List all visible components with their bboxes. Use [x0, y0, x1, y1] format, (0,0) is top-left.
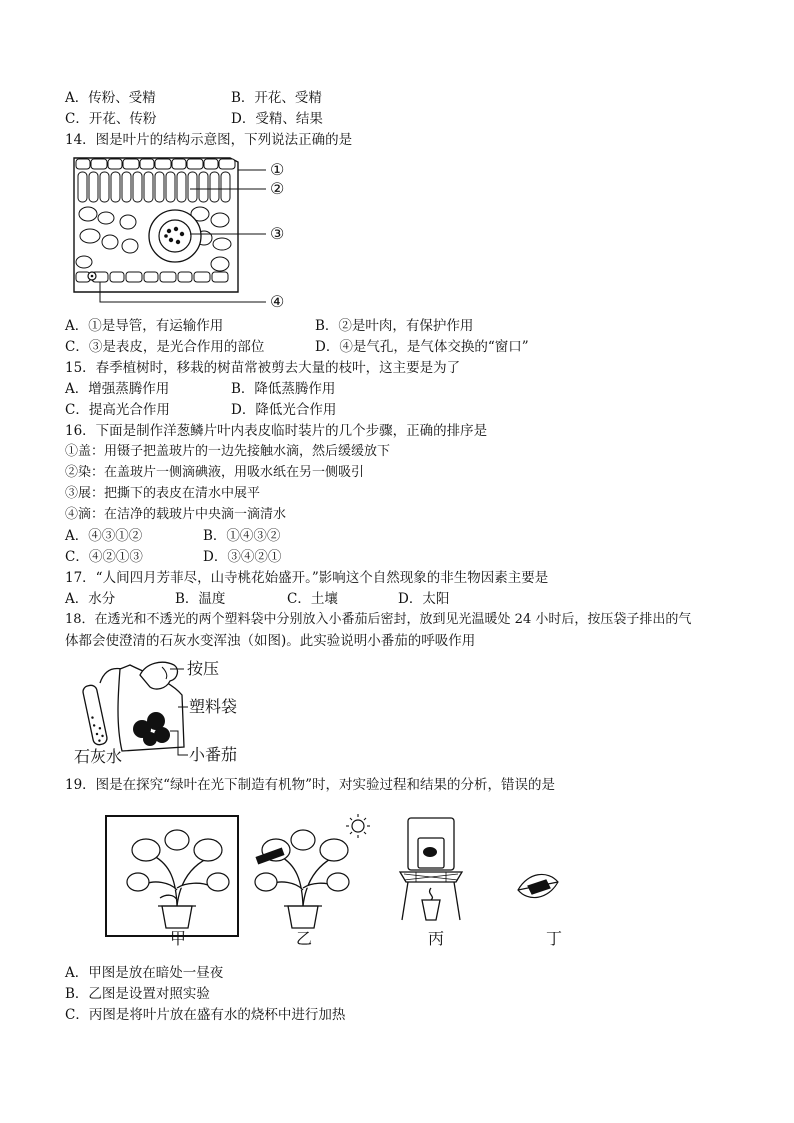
- q17-option-b: B．温度: [175, 591, 226, 607]
- label-limewater: 石灰水: [74, 747, 123, 766]
- q14-option-a: A．①是导管，有运输作用: [65, 318, 224, 334]
- q15-option-b: B．降低蒸腾作用: [231, 381, 336, 397]
- label-tomato: 小番茄: [189, 745, 238, 764]
- q14-stem: 14．图是叶片的结构示意图，下列说法正确的是: [65, 132, 353, 148]
- q16-option-d: D．③④②①: [203, 549, 282, 565]
- leaf-label-1: ①: [270, 160, 285, 179]
- figure-label-ding: 丁: [546, 929, 563, 948]
- q13-option-d: D．受精、结果: [231, 111, 323, 127]
- q17-option-d: D．太阳: [398, 591, 450, 607]
- q14-option-d: D．④是气孔，是气体交换的“窗口”: [315, 339, 529, 355]
- q18-stem-line2: 体都会使澄清的石灰水变浑浊（如图)。此实验说明小番茄的呼吸作用: [65, 633, 476, 649]
- figure-label-bing: 丙: [428, 929, 445, 948]
- q19-stem: 19．图是在探究“绿叶在光下制造有机物”时，对实验过程和结果的分析，错误的是: [65, 777, 555, 793]
- q17-stem: 17．“人间四月芳菲尽，山寺桃花始盛开。”影响这个自然现象的非生物因素主要是: [65, 570, 549, 586]
- q19-option-b: B．乙图是设置对照实验: [65, 986, 210, 1002]
- q19-option-c: C．丙图是将叶片放在盛有水的烧杯中进行加热: [65, 1007, 346, 1023]
- q16-step-2: ②染：在盖玻片一侧滴碘液，用吸水纸在另一侧吸引: [65, 465, 365, 480]
- q16-stem: 16．下面是制作洋葱鳞片叶内表皮临时装片的几个步骤，正确的排序是: [65, 423, 488, 439]
- leaf-structure-figure: [70, 152, 300, 312]
- q17-option-a: A．水分: [65, 591, 116, 607]
- figure-label-yi: 乙: [296, 929, 313, 948]
- label-plastic-bag: 塑料袋: [189, 697, 238, 716]
- q16-step-1: ①盖：用镊子把盖玻片的一边先接触水滴，然后缓缓放下: [65, 444, 391, 459]
- q18-stem-line1: 18．在透光和不透光的两个塑料袋中分别放入小番茄后密封，放到见光温暖处 24 小时后，按压袋子排出的气: [65, 612, 692, 627]
- q13-option-c: C．开花、传粉: [65, 111, 157, 127]
- q16-option-a: A．④③①②: [65, 528, 143, 544]
- q13-option-a: A．传粉、受精: [65, 90, 156, 106]
- leaf-label-4: ④: [270, 292, 285, 311]
- q16-option-c: C．④②①③: [65, 549, 143, 565]
- label-press: 按压: [187, 659, 220, 678]
- q15-stem: 15．春季植树时，移栽的树苗常被剪去大量的枝叶，这主要是为了: [65, 360, 461, 376]
- leaf-label-2: ②: [270, 179, 285, 198]
- figure-label-jia: 甲: [170, 929, 187, 948]
- q14-option-b: B．②是叶肉，有保护作用: [315, 318, 474, 334]
- q14-option-c: C．③是表皮，是光合作用的部位: [65, 339, 265, 355]
- q15-option-a: A．增强蒸腾作用: [65, 381, 170, 397]
- leaf-label-3: ③: [270, 224, 285, 243]
- q19-option-a: A．甲图是放在暗处一昼夜: [65, 965, 224, 981]
- q15-option-c: C．提高光合作用: [65, 402, 170, 418]
- q15-option-d: D．降低光合作用: [231, 402, 337, 418]
- q16-option-b: B．①④③②: [203, 528, 281, 544]
- q17-option-c: C．土壤: [287, 591, 338, 607]
- q16-step-4: ④滴：在洁净的载玻片中央滴一滴清水: [65, 507, 287, 522]
- q13-option-b: B．开花、受精: [231, 90, 322, 106]
- q16-step-3: ③展：把撕下的表皮在清水中展平: [65, 486, 261, 501]
